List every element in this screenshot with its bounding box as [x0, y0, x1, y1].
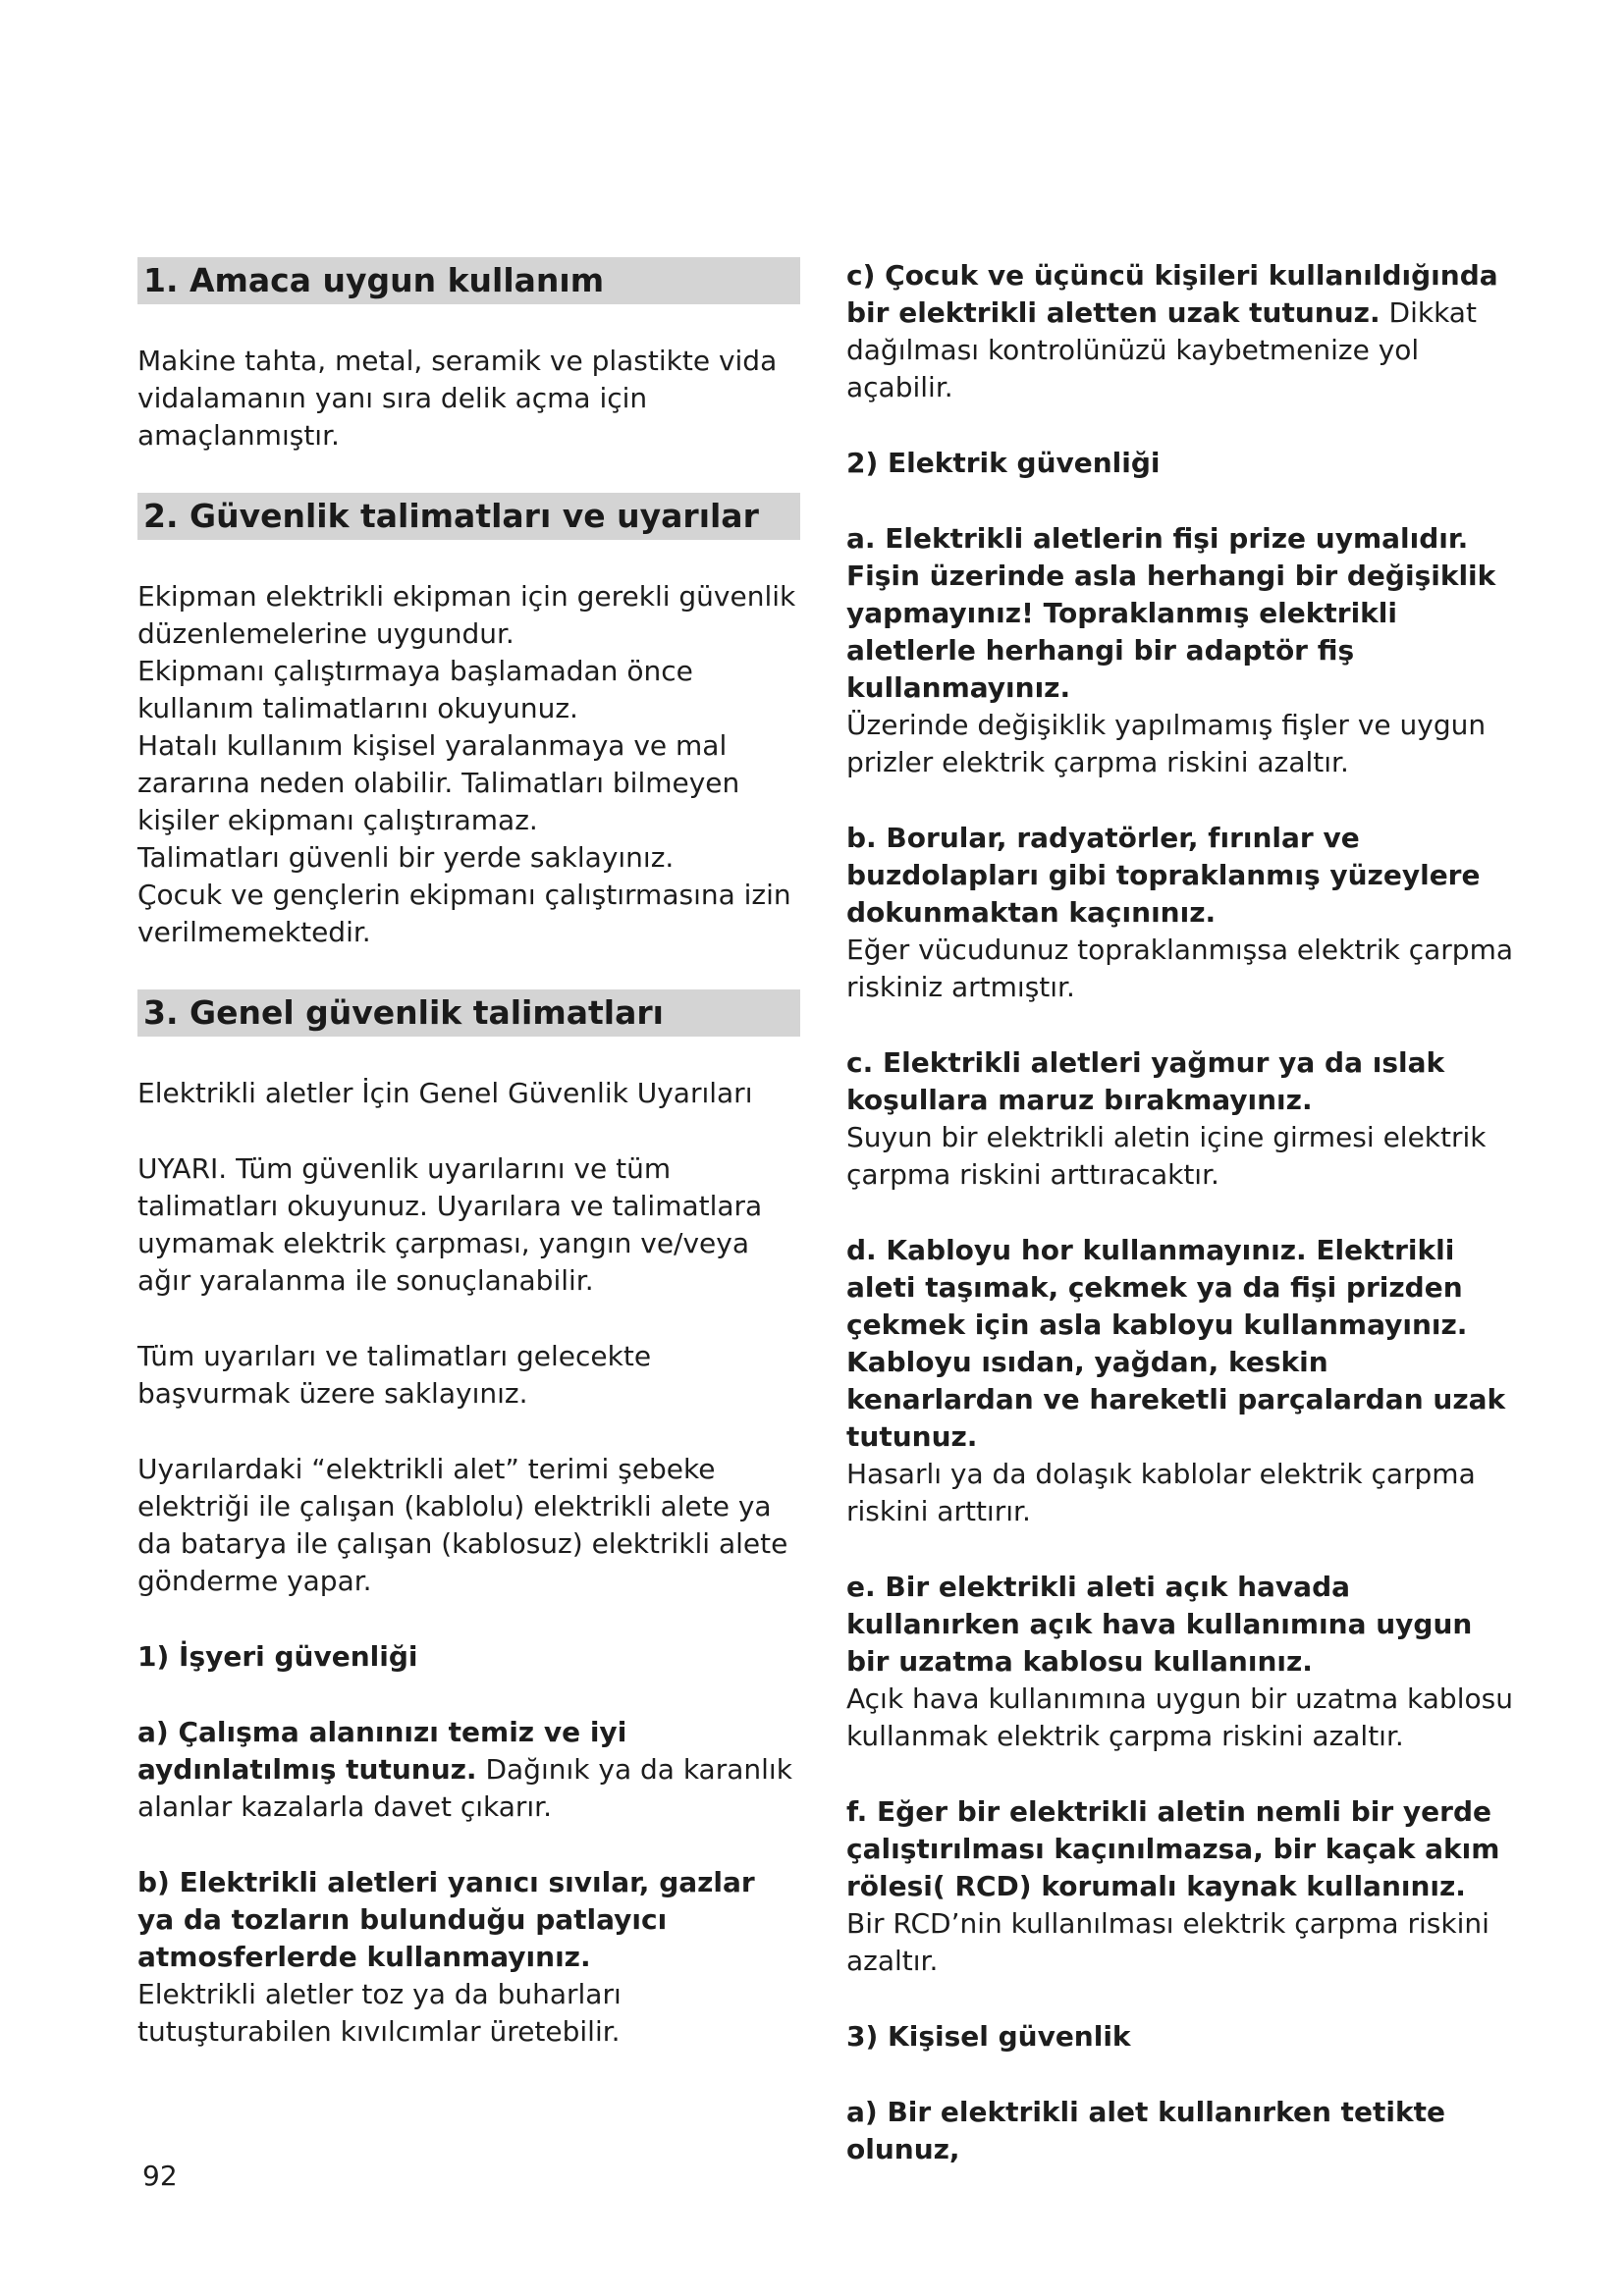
subsection-electrical-safety: 2) Elektrik güvenliği	[846, 447, 1161, 479]
subsection-personal-safety: 3) Kişisel güvenlik	[846, 2020, 1131, 2053]
electric-d-text: Hasarlı ya da dolaşık kablolar elektrik çarpma riskini arttırır.	[846, 1458, 1476, 1527]
item-c-bold: c) Çocuk ve üçüncü kişileri kullanıldığında bir elektrikli aletten uzak tutunuz.	[846, 259, 1498, 329]
electric-c-bold: c. Elektrikli aletleri yağmur ya da ıslak koşullara maruz bırakmayınız.	[846, 1046, 1445, 1116]
electric-f-text: Bir RCD’nin kullanılması elektrik çarpma riskini azaltır.	[846, 1907, 1489, 1977]
personal-a-bold: a) Bir elektrikli alet kullanırken tetikte olunuz,	[846, 2096, 1445, 2165]
section-2-line: Hatalı kullanım kişisel yaralanmaya ve mal zararına neden olabilir. Talimatları bilmeyen kişiler ekipmanı çalıştıramaz.	[137, 729, 740, 836]
electric-b-text: Eğer vücudunuz topraklanmışsa elektrik çarpma riskiniz artmıştır.	[846, 934, 1514, 1003]
electric-e-bold: e. Bir elektrikli aleti açık havada kullanırken açık hava kullanımına uygun bir uzatma kablosu kullanınız.	[846, 1571, 1473, 1678]
item-b-text: Elektrikli aletler toz ya da buharları tutuşturabilen kıvılcımlar üretebilir.	[137, 1978, 622, 2048]
item-c-workplace	[846, 257, 1514, 406]
section-3-heading-line: Elektrikli aletler İçin Genel Güvenlik Uyarıları	[137, 1077, 753, 1109]
electric-c-text: Suyun bir elektrikli aletin içine girmesi elektrik çarpma riskini arttıracaktır.	[846, 1121, 1487, 1191]
section-1-paragraph: Makine tahta, metal, seramik ve plastikte vida vidalamanın yanı sıra delik açma için amaçlanmıştır.	[137, 345, 778, 452]
electric-f-bold: f. Eğer bir elektrikli aletin nemli bir yerde çalıştırılması kaçınılmazsa, bir kaçak akım rölesi( RCD) korumalı kaynak kullanınız.	[846, 1795, 1500, 1902]
electric-e-text: Açık hava kullanımına uygun bir uzatma kablosu kullanmak elektrik çarpma riskini azaltır.	[846, 1682, 1513, 1752]
warning-paragraph: UYARI. Tüm güvenlik uyarılarını ve tüm talimatları okuyunuz. Uyarılara ve talimatlara uymamak elektrik çarpması, yangın ve/veya ağır yaralanma ile sonuçlanabilir.	[137, 1152, 763, 1297]
item-a-bold: a) Çalışma alanınızı temiz ve iyi aydınlatılmış tutunuz.	[137, 1716, 627, 1786]
section-3-title: 3. Genel güvenlik talimatları	[137, 989, 800, 1037]
right-column	[846, 257, 1514, 2168]
section-2-line: Ekipmanı çalıştırmaya başlamadan önce kullanım talimatlarını okuyunuz.	[137, 655, 693, 724]
electric-a-bold: a. Elektrikli aletlerin fişi prize uymalıdır. Fişin üzerinde asla herhangi bir değişiklik yapmayınız! Topraklanmış elektrikli aletlerle herhangi bir adaptör fiş kullanmayınız.	[846, 522, 1496, 704]
item-a-text: Dağınık ya da karanlık alanlar kazalarla davet çıkarır.	[137, 1753, 792, 1823]
section-2-line: Talimatları güvenli bir yerde saklayınız.	[137, 841, 675, 874]
term-definition-paragraph: Uyarılardaki “elektrikli alet” terimi şebeke elektriği ile çalışan (kablolu) elektrikli alete ya da batarya ile çalışan (kablosuz) elektrikli alete gönderme yapar.	[137, 1453, 788, 1597]
item-b-bold: b) Elektrikli aletleri yanıcı sıvılar, gazlar ya da tozların bulunduğu patlayıcı atmosferlerde kullanmayınız.	[137, 1866, 755, 1973]
electric-d-bold: d. Kabloyu hor kullanmayınız. Elektrikli aleti taşımak, çekmek ya da fişi prizden çekmek için asla kabloyu kullanmayınız. Kabloyu ısıdan, yağdan, keskin kenarlardan ve hareketli parçalardan uzak tutunuz.	[846, 1234, 1506, 1453]
item-c-text: Dikkat dağılması kontrolünüzü kaybetmenize yol açabilir.	[846, 296, 1477, 403]
section-2-line: Çocuk ve gençlerin ekipmanı çalıştırmasına izin verilmemektedir.	[137, 879, 791, 948]
electric-b-bold: b. Borular, radyatörler, fırınlar ve buzdolapları gibi topraklanmış yüzeylere dokunmaktan kaçınınız.	[846, 822, 1481, 929]
section-1-title: 1. Amaca uygun kullanım	[137, 257, 800, 304]
keep-instructions-paragraph: Tüm uyarıları ve talimatları gelecekte başvurmak üzere saklayınız.	[137, 1340, 652, 1410]
electric-a-text: Üzerinde değişiklik yapılmamış fişler ve uygun prizler elektrik çarpma riskini azaltır.	[846, 709, 1487, 778]
section-2-line: Ekipman elektrikli ekipman için gerekli güvenlik düzenlemelerine uygundur.	[137, 580, 796, 650]
subsection-workplace-safety: 1) İşyeri güvenliği	[137, 1640, 418, 1673]
item-a-workplace	[137, 1714, 800, 1826]
page-number: 92	[142, 2160, 178, 2192]
section-2-title: 2. Güvenlik talimatları ve uyarılar	[137, 493, 800, 540]
left-column	[137, 257, 800, 2051]
